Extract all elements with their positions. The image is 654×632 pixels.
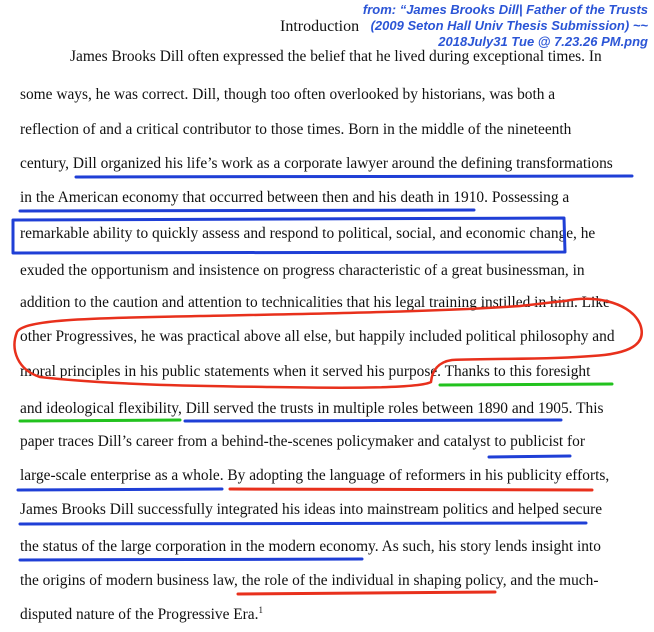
text-line-1: James Brooks Dill often expressed the belief that he lived during exceptional times. In [70,48,602,65]
underline-blue-6 [20,523,586,524]
text-line-10: moral principles in his public statements when it served his purpose. Thanks to this foresight [20,363,591,380]
text-line-6: remarkable ability to quickly assess and respond to political, social, and economic change, he [20,225,596,242]
text-line-2: some ways, he was correct. Dill, though too often overlooked by historians, was both a [20,86,556,103]
underline-blue-1 [76,176,632,177]
source-annotation [348,2,648,50]
underline-blue-4 [489,456,570,457]
section-heading: Introduction [280,18,360,35]
underline-red-1 [230,489,592,490]
text-line-5: in the American economy that occurred between then and his death in 1910. Possessing a [20,189,570,206]
text-line-17-body: disputed nature of the Progressive Era. [20,606,259,624]
text-line-11: and ideological flexibility, Dill served the trusts in multiple roles between 1890 and 1905. This [20,400,604,417]
text-line-9: other Progressives, he was practical above all else, but happily included political philosophy and [20,328,615,345]
underline-blue-2 [20,210,474,211]
text-line-12: paper traces Dill’s career from a behind-the-scenes policymaker and catalyst to publicist for [20,433,585,450]
annotation-line-2: (2009 Seton Hall Univ Thesis Submission) ~~ [370,18,648,33]
underline-red-2 [238,592,495,594]
text-line-4: century, Dill organized his life’s work as a corporate lawyer around the defining transformations [20,155,613,172]
text-line-8: addition to the caution and attention to technicalities that his legal training instilled in him. Like [20,294,610,311]
underline-blue-3 [185,420,561,421]
footnote-marker: 1 [258,605,263,615]
text-line-14: James Brooks Dill successfully integrated his ideas into mainstream politics and helped secure [20,501,603,518]
underline-green-2 [20,420,180,421]
underline-blue-5 [18,489,222,490]
text-line-13: large-scale enterprise as a whole. By adopting the language of reformers in his publicity efforts, [20,467,610,484]
text-line-3: reflection of and a critical contributor to those times. Born in the middle of the nineteenth [20,121,572,138]
underline-green-1 [440,384,612,385]
text-line-17 [20,605,263,624]
text-line-15: the status of the large corporation in the modern economy. As such, his story lends insight into [20,538,601,555]
annotation-line-1: from: “James Brooks Dill| Father of the Trusts [362,2,648,17]
underline-blue-7 [20,559,362,560]
text-line-7: exuded the opportunism and insistence on progress characteristic of a great businessman, in [20,262,585,279]
text-line-16: the origins of modern business law, the role of the individual in shaping policy, and the much- [20,572,599,589]
annotation-line-3: 2018July31 Tue @ 7.23.26 PM.png [438,34,648,49]
